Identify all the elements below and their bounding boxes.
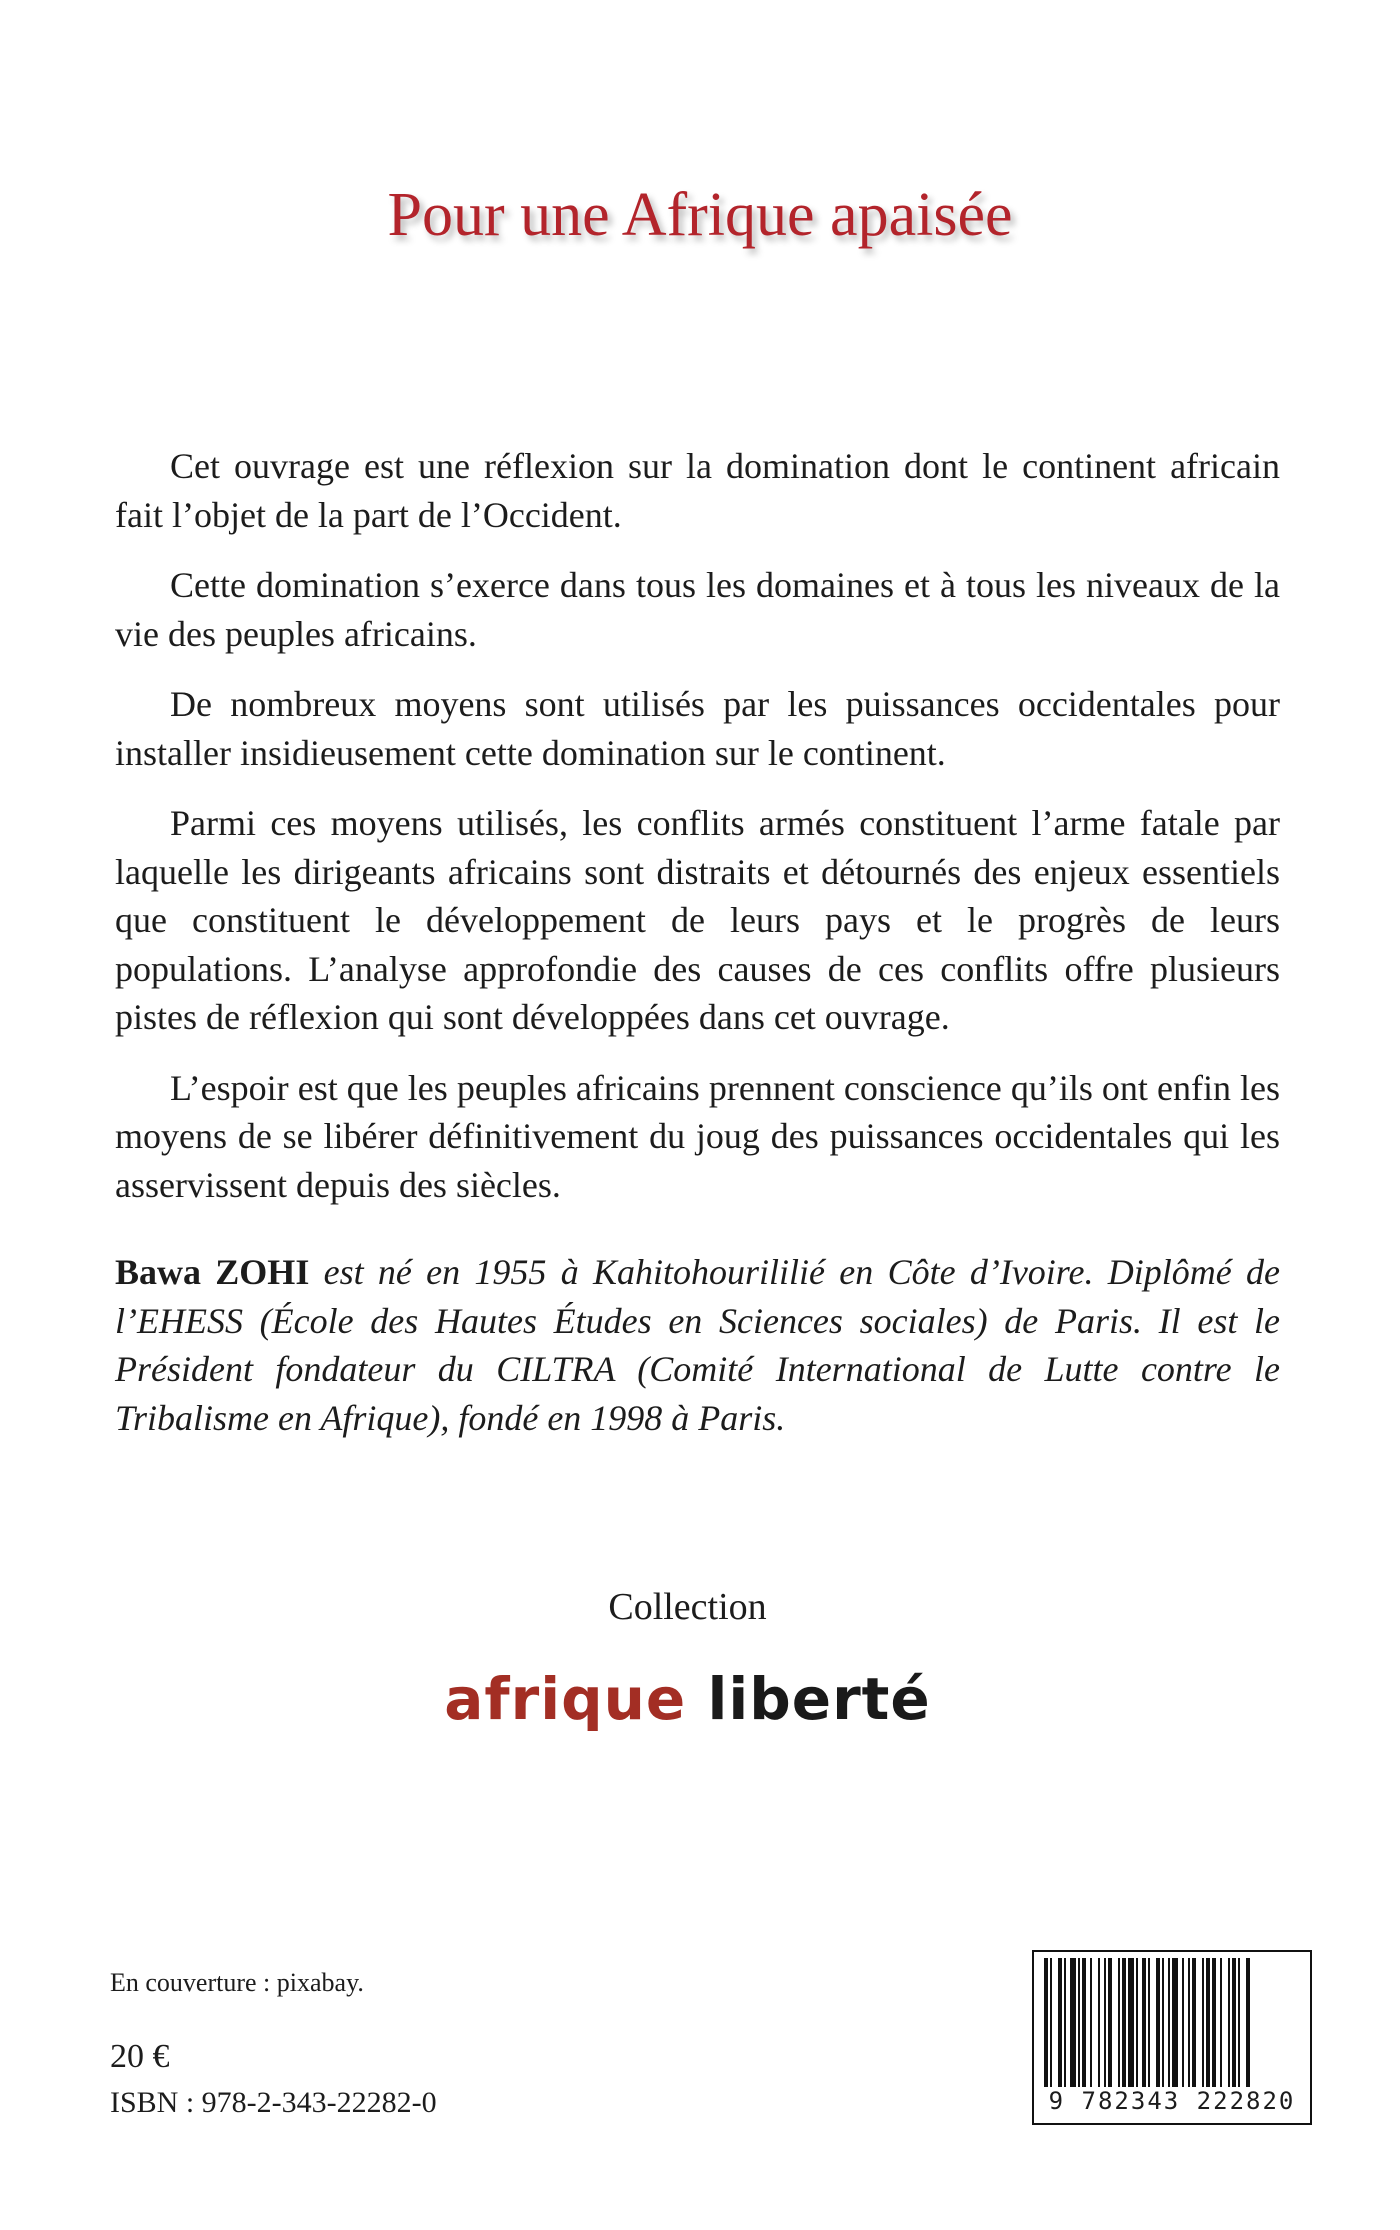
blurb-paragraph: De nombreux moyens sont utilisés par les puissances occidentales pour installer insidieusement cette domination sur le continent. xyxy=(115,684,1280,773)
collection-logo xyxy=(0,1665,1375,1733)
author-bio xyxy=(115,1248,1280,1442)
blurb-paragraph: L’espoir est que les peuples africains prennent conscience qu’ils ont enfin les moyens de se libérer définitivement du joug des puissances occidentales qui les asservissent depuis des siècles. xyxy=(115,1067,1280,1205)
author-name: Bawa ZOHI xyxy=(115,1252,310,1292)
author-bio-text: est né en 1955 à Kahitohourililié en Côte d’Ivoire. Diplômé de l’EHESS (École des Hautes Études en Sciences sociales) de Paris. Il est le Président fondateur du CILTRA (Comité International de Lutte contre le Tribalisme en Afrique), fondé en 1998 à Paris. xyxy=(115,1252,1280,1438)
isbn: ISBN : 978-2-343-22282-0 xyxy=(110,2086,437,2119)
blurb-paragraph: Cet ouvrage est une réflexion sur la domination dont le continent africain fait l’objet de la part de l’Occident. xyxy=(115,446,1280,535)
book-title: Pour une Afrique apaisée xyxy=(387,181,1013,249)
blurb-paragraph: Cette domination s’exerce dans tous les domaines et à tous les niveaux de la vie des peuples africains. xyxy=(115,565,1280,654)
collection-label: Collection xyxy=(608,1586,767,1628)
collection-logo-part2: liberté xyxy=(707,1665,931,1733)
price: 20 € xyxy=(110,2038,170,2075)
barcode-bars xyxy=(1040,1958,1304,2090)
cover-credit: En couverture : pixabay. xyxy=(110,1968,364,1997)
back-cover-blurb xyxy=(115,442,1280,1231)
collection-logo-part1: afrique xyxy=(444,1665,687,1733)
barcode xyxy=(1032,1950,1312,2125)
barcode-digits: 9 782343 222820 xyxy=(1034,2087,1310,2115)
blurb-paragraph: Parmi ces moyens utilisés, les conflits armés constituent l’arme fatale par laquelle les dirigeants africains sont distraits et détournés des enjeux essentiels que constituent le développement de leurs pays et le progrès de leurs populations. L’analyse approfondie des causes de ces conflits offre plusieurs pistes de réflexion qui sont développées dans cet ouvrage. xyxy=(115,803,1280,1037)
